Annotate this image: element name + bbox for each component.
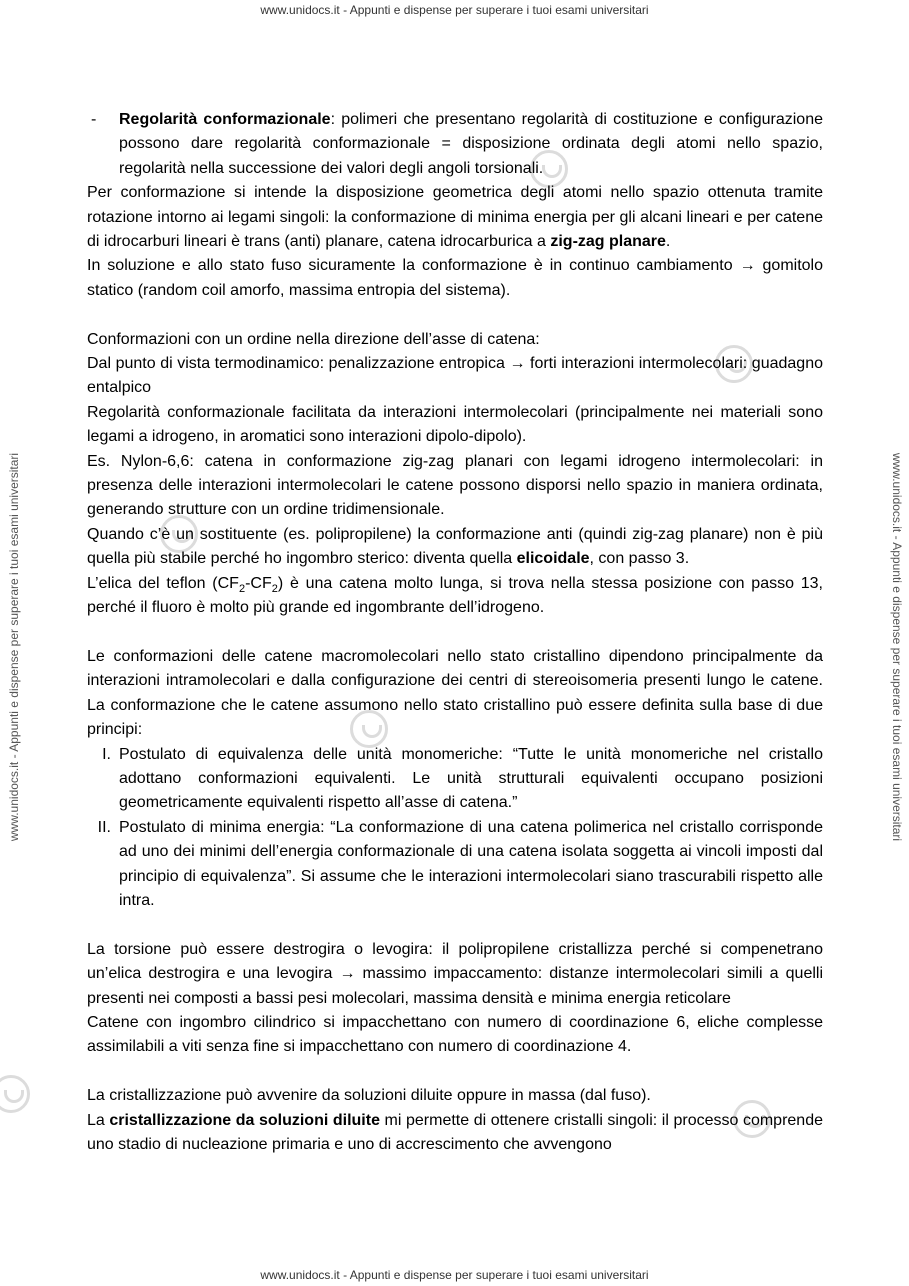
header-watermark[interactable]: www.unidocs.it - Appunti e dispense per superare i tuoi esami universitari xyxy=(260,3,649,17)
bold-term: Regolarità conformazionale xyxy=(119,111,331,128)
paragraph: Regolarità conformazionale facilitata da interazioni intermolecolari (principalmente nei materiali sono legami a idrogeno, in aromatici sono interazioni dipolo-dipolo). xyxy=(87,403,823,446)
bold-term: elicoidale xyxy=(516,550,590,568)
text: La xyxy=(87,1111,110,1129)
paragraph xyxy=(87,523,823,572)
text: mi permette di ottenere cristalli singoli: il processo comprende uno stadio di nucleazione primaria e uno di accrescimento che avvengono xyxy=(87,1111,824,1153)
left-side-watermark: www.unidocs.it - Appunti e dispense per superare i tuoi esami universitari xyxy=(7,452,21,842)
bullet-dash: - xyxy=(91,111,97,128)
footer-watermark[interactable]: www.unidocs.it - Appunti e dispense per superare i tuoi esami universitari xyxy=(260,1268,649,1282)
bold-term: cristallizzazione da soluzioni diluite xyxy=(109,1111,380,1129)
paragraph xyxy=(87,572,823,621)
paragraph: In soluzione e allo stato fuso sicuramente la conformazione è in continuo cambiamento → gomitolo statico (random coil amorfo, massima entropia del sistema). xyxy=(87,257,823,299)
list-item xyxy=(87,743,823,816)
list-number: II. xyxy=(97,818,111,836)
text: Quando c’è un sostituente (es. polipropilene) la conformazione anti (quindi zig-zag planare) non è più quella più stabile perché ho ingombro sterico: diventa quella xyxy=(87,525,823,568)
paragraph xyxy=(87,1109,823,1158)
watermark-logo-icon xyxy=(0,1075,30,1113)
paragraph: Es. Nylon-6,6: catena in conformazione zig-zag planari con legami idrogeno intermolecolari: in presenza delle interazioni intermolecolari le catene possono disporsi nello spazio in maniera ordinata, generando strutture con un ordine tridimensionale. xyxy=(87,452,823,519)
list-item xyxy=(87,816,823,914)
text: : polimeri che presentano regolarità di costituzione e configurazione possono dare regolarità conformazionale = disposizione ordinata degli atomi nello spazio, regolarità nella successione dei valori degli angoli torsionali. xyxy=(119,111,823,177)
paragraph: Conformazioni con un ordine nella direzione dell’asse di catena: xyxy=(87,330,540,348)
right-side-watermark: www.unidocs.it - Appunti e dispense per superare i tuoi esami universitari xyxy=(890,452,904,842)
paragraph: La cristallizzazione può avvenire da soluzioni diluite oppure in massa (dal fuso). xyxy=(87,1087,651,1105)
list-number: I. xyxy=(102,745,111,763)
text: , con passo 3. xyxy=(589,550,690,568)
paragraph xyxy=(87,181,823,254)
subscript: 2 xyxy=(238,582,246,595)
text: -CF xyxy=(245,574,272,592)
subscript: 2 xyxy=(271,582,278,595)
paragraph: Catene con ingombro cilindrico si impacchettano con numero di coordinazione 6, eliche complesse assimilabili a viti senza fine si impacchettano con numero di coordinazione 4. xyxy=(87,1013,823,1056)
bold-term: zig-zag planare xyxy=(550,233,666,251)
list-item xyxy=(87,108,823,181)
paragraph: Postulato di equivalenza delle unità monomeriche: “Tutte le unità monomeriche nel cristallo adottano conformazioni equivalenti. Le unità strutturali equivalenti occupano posizioni geometricamente equivalenti rispetto all’asse di catena.” xyxy=(119,745,823,812)
paragraph xyxy=(119,108,823,181)
paragraph: Le conformazioni delle catene macromolecolari nello stato cristallino dipendono principalmente da interazioni intramolecolari e dalla configurazione dei centri di stereoisomeria presenti lungo le catene. La conformazione che le catene assumono nello stato cristallino può essere definita sulla base di due principi: xyxy=(87,647,823,739)
text: Per conformazione si intende la disposizione geometrica degli atomi nello spazio ottenuta tramite rotazione intorno ai legami singoli: la conformazione di minima energia per gli alcani lineari e per catene di idrocarburi lineari è trans (anti) planare, catena idrocarburica a xyxy=(87,184,823,251)
text: ) è una catena molto lunga, si trova nella stessa posizione con passo 13, perché il fluoro è molto più grande ed ingombrante dell’idrogeno. xyxy=(87,574,823,617)
text: . xyxy=(665,233,671,251)
document-body xyxy=(87,108,823,1157)
paragraph: La torsione può essere destrogira o levogira: il polipropilene cristallizza perché si compenetrano un’elica destrogira e una levogira → massimo impaccamento: distanze intermolecolari simili a quelli presenti nei composti a bassi pesi molecolari, massima densità e minima energia reticolare xyxy=(87,940,823,1007)
paragraph: Dal punto di vista termodinamico: penalizzazione entropica → forti interazioni intermolecolari: guadagno entalpico xyxy=(87,355,823,397)
text: L’elica del teflon (CF xyxy=(87,574,239,592)
paragraph: Postulato di minima energia: “La conformazione di una catena polimerica nel cristallo corrisponde ad uno dei minimi dell’energia conformazionale di una catena isolata soggetta ai vincoli imposti dal principio di equivalenza”. Si assume che le interazioni intermolecolari siano trascurabili rispetto alle intra. xyxy=(119,818,823,909)
